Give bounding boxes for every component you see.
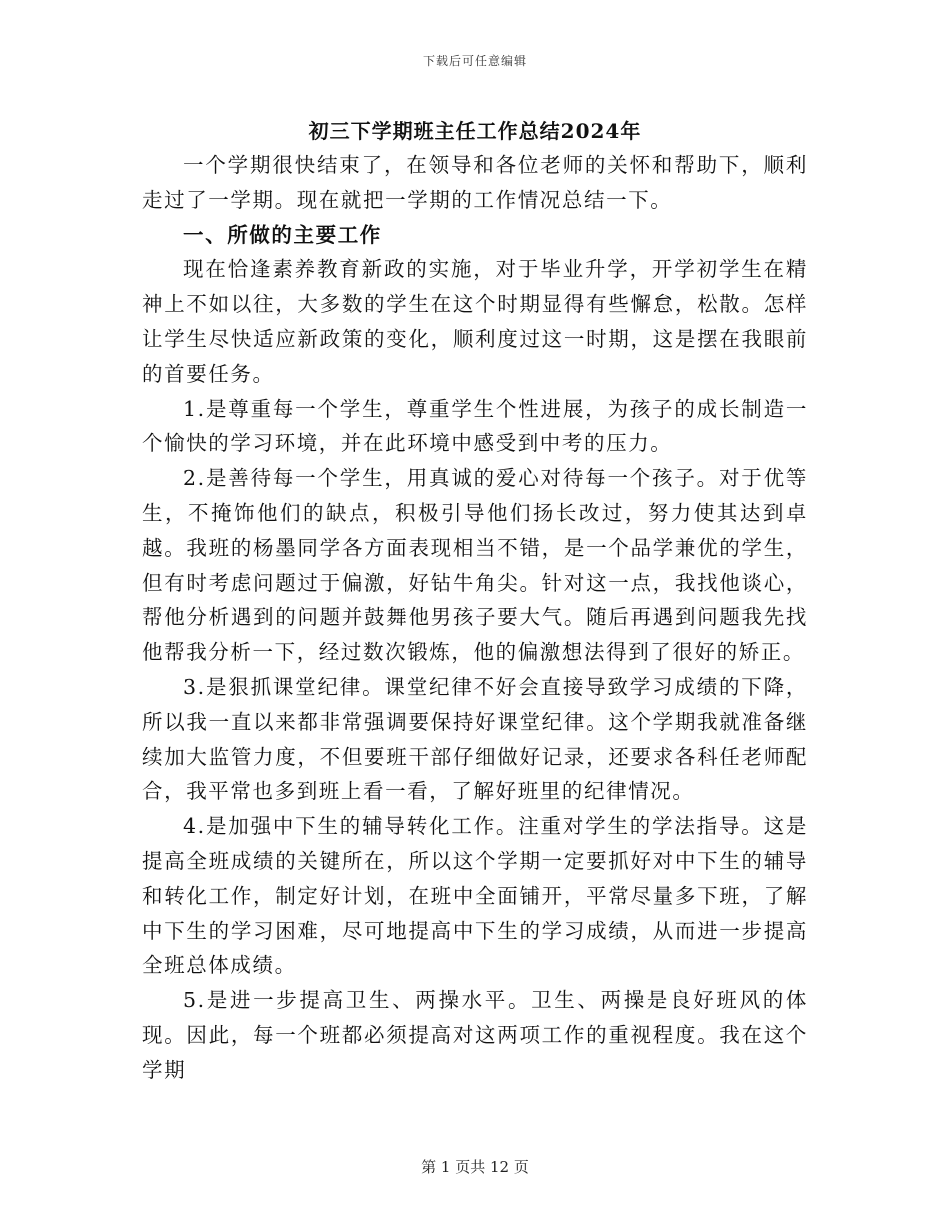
- page-footer: 第 1 页共 12 页: [421, 1158, 529, 1176]
- section-heading: 一、所做的主要工作: [183, 222, 382, 247]
- document-body: [142, 148, 808, 1088]
- document-title: 初三下学期班主任工作总结2024年: [308, 119, 642, 143]
- paragraph-item-2: 2.是善待每一个学生，用真诚的爱心对待每一个孩子。对于优等生，不掩饰他们的缺点，积极引导他们扬长改过，努力使其达到卓越。我班的杨墨同学各方面表现相当不错，是一个品学兼优的学生，但有时考虑问题过于偏激，好钻牛角尖。针对这一点，我找他谈心，帮他分析遇到的问题并鼓舞他男孩子要大气。随后再遇到问题我先找他帮我分析一下，经过数次锻炼，他的偏激想法得到了很好的矫正。: [142, 466, 808, 665]
- paragraph-item-4: 4.是加强中下生的辅导转化工作。注重对学生的学法指导。这是提高全班成绩的关键所在，所以这个学期一定要抓好对中下生的辅导和转化工作，制定好计划，在班中全面铺开，平常尽量多下班，了解中下生的学习困难，尽可地提高中下生的学习成绩，从而进一步提高全班总体成绩。: [142, 814, 808, 978]
- paragraph-intro: 一个学期很快结束了，在领导和各位老师的关怀和帮助下，顺利走过了一学期。现在就把一学期的工作情况总结一下。: [142, 153, 808, 212]
- paragraph-item-3: 3.是狠抓课堂纪律。课堂纪律不好会直接导致学习成绩的下降，所以我一直以来都非常强调要保持好课堂纪律。这个学期我就准备继续加大监管力度，不但要班干部仔细做好记录，还要求各科任老师配合，我平常也多到班上看一看，了解好班里的纪律情况。: [142, 674, 808, 804]
- paragraph-item-5: 5.是进一步提高卫生、两操水平。卫生、两操是良好班风的体现。因此，每一个班都必须提高对这两项工作的重视程度。我在这个学期: [142, 988, 808, 1082]
- page-header: 下载后可任意编辑: [422, 54, 527, 68]
- paragraph: 现在恰逢素养教育新政的实施，对于毕业升学，开学初学生在精神上不如以往，大多数的学生在这个时期显得有些懈怠，松散。怎样让学生尽快适应新政策的变化，顺利度过这一时期，这是摆在我眼前的首要任务。: [142, 257, 808, 386]
- paragraph-item-1: 1.是尊重每一个学生，尊重学生个性进展，为孩子的成长制造一个愉快的学习环境，并在此环境中感受到中考的压力。: [142, 396, 808, 456]
